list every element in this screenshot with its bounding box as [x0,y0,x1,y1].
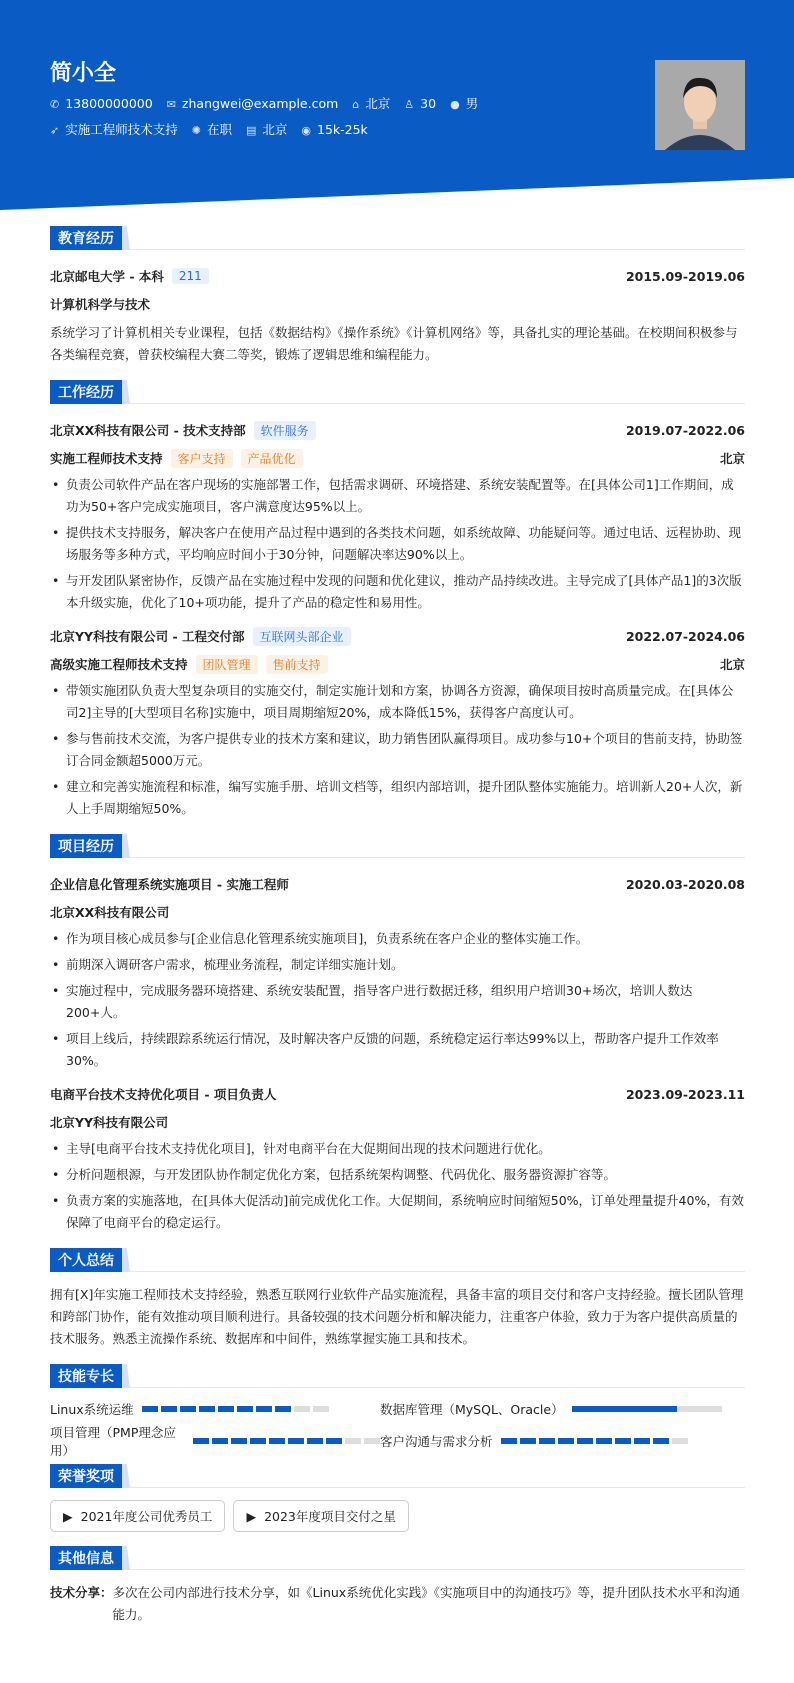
skill-segment [615,1438,631,1444]
role-left [50,655,328,674]
skill-item [50,1425,380,1458]
project-company-row [50,898,745,926]
work-city: 北京 [719,657,745,672]
triangle-icon: ▶ [63,1508,73,1524]
city: 北京 [365,96,391,111]
section-title: 技能专长 [50,1364,122,1388]
skill-name: 客户沟通与需求分析 [380,1434,493,1449]
skill-segment [256,1406,272,1412]
section-title: 项目经历 [50,834,122,858]
role: 高级实施工程师技术支持 [50,657,188,672]
skill-tag: 团队管理 [196,655,258,674]
role: 实施工程师技术支持 [50,451,163,466]
resume-body [50,226,745,1626]
bullet: • 主导[电商平台技术支持优化项目]，针对电商平台在大促期间出现的技术问题进行优化。 [50,1138,745,1160]
work-city: 北京 [719,451,745,466]
work-date: 2019.07-2022.06 [625,422,745,438]
skill-segment [672,1438,688,1444]
role-row [50,650,745,678]
other-text: 多次在公司内部进行技术分享，如《Linux系统优化实践》《实施项目中的沟通技巧》等，提升团队技术水平和沟通能力。 [112,1585,740,1622]
bullet: • 参与售前技术交流，为客户提供专业的技术方案和建议，助力销售团队赢得项目。成功参与10+个项目的售前支持，协助签订合同金额超5000万元。 [50,728,745,772]
work-date: 2022.07-2024.06 [625,628,745,644]
bullet: • 分析问题根源，与开发团队协作制定优化方案，包括系统架构调整、代码优化、服务器资源扩容等。 [50,1164,745,1186]
project-date: 2023.09-2023.11 [625,1086,745,1102]
section-title: 教育经历 [50,226,122,250]
contact-row [50,94,478,112]
skill-tag: 产品优化 [241,449,303,468]
edu-date: 2015.09-2019.06 [625,268,745,284]
skill-segment [345,1438,361,1444]
skill-segment [294,1406,310,1412]
phone: 13800000000 [65,95,153,111]
project-name: 企业信息化管理系统实施项目 - 实施工程师 [50,877,289,892]
section-title: 荣誉奖项 [50,1464,122,1488]
project-bullets [50,928,745,1072]
bullet: • 提供技术支持服务，解决客户在使用产品过程中遇到的各类技术问题，如系统故障、功能疑问等。通过电话、远程协助、现场服务等多种方式，平均响应时间小于30分钟，问题解决率达90%以上。 [50,522,745,566]
skill-bar-fill [572,1406,677,1412]
award-item [233,1500,408,1532]
industry-tag: 互联网头部企业 [253,627,351,646]
triangle-icon: ▶ [246,1508,257,1524]
section-title: 个人总结 [50,1248,122,1272]
major: 计算机科学与技术 [50,297,151,312]
project-company: 北京XX科技有限公司 [50,905,170,920]
award-item [50,1500,225,1532]
project-header-row [50,1080,745,1108]
skill-segment [199,1406,215,1412]
bullet: • 前期深入调研客户需求，梳理业务流程，制定详细实施计划。 [50,954,745,976]
work-header-row [50,416,745,444]
skill-segment [539,1438,555,1444]
skill-segment [520,1438,536,1444]
skill-segment [193,1438,209,1444]
project-name: 电商平台技术支持优化项目 - 项目负责人 [50,1087,277,1102]
skill-segment [501,1438,517,1444]
skill-segment [180,1406,196,1412]
skill-segment [212,1438,228,1444]
skill-segment [161,1406,177,1412]
bullet: • 项目上线后，持续跟踪系统运行情况，及时解决客户反馈的问题，系统稳定运行率达99%以上，帮助客户提升工作效率30%。 [50,1028,745,1072]
skill-segment [313,1406,329,1412]
project-company-row [50,1108,745,1136]
industry-tag: 软件服务 [254,421,316,440]
skill-bar [142,1406,329,1412]
work-left [50,421,316,440]
project-bullets [50,1138,745,1234]
skill-segment [596,1438,612,1444]
age-icon: ♙ [404,97,415,111]
send-icon: ➶ [50,124,60,137]
bullet: • 建立和完善实施流程和标准，编写实施手册、培训文档等，组织内部培训，提升团队整体实施能力。培训新人20+人次，新人上手周期缩短50%。 [50,776,745,820]
role-left [50,449,303,468]
skill-segment [231,1438,247,1444]
home-icon: ⌂ [352,98,360,111]
email: zhangwei@example.com [181,95,339,111]
skill-segment [275,1406,291,1412]
skill-name: 数据库管理（MySQL、Oracle） [380,1402,564,1417]
skill-segment [364,1438,380,1444]
skill-bar [572,1406,722,1412]
mail-icon: ✉ [166,97,176,111]
skill-tag: 客户支持 [171,449,233,468]
company: 北京YY科技有限公司 - 工程交付部 [50,629,245,644]
salary-icon: ◉ [301,123,311,137]
school: 北京邮电大学 - 本科 [50,269,164,284]
job-intent-row [50,120,368,138]
bullet: • 负责方案的实施落地，在[具体大促活动]前完成优化工作。大促期间，系统响应时间缩短50%，订单处理量提升40%，有效保障了电商平台的稳定运行。 [50,1190,745,1234]
status-icon: ✺ [191,124,201,137]
bullet: • 与开发团队紧密协作，反馈产品在实施过程中发现的问题和优化建议，推动产品持续改进。主导完成了[具体产品1]的3次版本升级实施，优化了10+项功能，提升了产品的稳定性和易用性。 [50,570,745,614]
gender-icon: ● [450,98,460,111]
skill-item [50,1400,380,1418]
edu-desc: 系统学习了计算机相关专业课程，包括《数据结构》《操作系统》《计算机网络》等，具备扎实的理论基础。在校期间积极参与各类编程竞赛，曾获校编程大赛二等奖，锻炼了逻辑思维和编程能力。 [50,325,738,362]
bullet: • 作为项目核心成员参与[企业信息化管理系统实施项目]，负责系统在客户企业的整体实施工作。 [50,928,745,950]
project-date: 2020.03-2020.08 [625,876,745,892]
skill-item [380,1432,745,1450]
section-title: 其他信息 [50,1546,122,1570]
gender: 男 [465,96,479,111]
skill-segment [250,1438,266,1444]
bullet: • 实施过程中，完成服务器环境搭建、系统安装配置，指导客户进行数据迁移，组织用户培训30+场次，培训人数达200+人。 [50,980,745,1024]
skill-segment [326,1438,342,1444]
section-work [50,380,745,404]
company: 北京XX科技有限公司 - 技术支持部 [50,423,246,438]
skill-name: 项目管理（PMP理念应用） [50,1425,176,1458]
status: 在职 [206,122,232,137]
skill-segment [634,1438,650,1444]
phone-icon: ✆ [50,97,60,111]
section-title: 工作经历 [50,380,122,404]
section-other [50,1546,745,1570]
skill-segment [142,1406,158,1412]
section-education [50,226,745,250]
skill-segment [237,1406,253,1412]
work-bullets [50,680,745,820]
work-left [50,627,351,646]
summary-text: 拥有[X]年实施工程师技术支持经验，熟悉互联网行业软件产品实施流程，具备丰富的项目交付和客户支持经验。擅长团队管理和跨部门协作，能有效推动项目顺利进行。具备较强的技术问题分析和解决能力，注重客户体验，致力于为客户提供高质量的技术服务。熟悉主流操作系统、数据库和中间件，熟练掌握实施工具和技术。 [50,1287,744,1346]
skill-segment [288,1438,304,1444]
bullet: • 负责公司软件产品在客户现场的实施部署工作，包括需求调研、环境搭建、系统安装配置等。在[具体公司1]工作期间，成功为50+客户完成实施项目，客户满意度达95%以上。 [50,474,745,518]
skill-bar [501,1438,688,1444]
skill-segment [269,1438,285,1444]
section-awards [50,1464,745,1488]
project-company: 北京YY科技有限公司 [50,1115,169,1130]
target-city: 北京 [262,122,288,137]
school-tag: 211 [172,268,209,284]
candidate-name: 简小全 [50,61,117,86]
skill-name: Linux系统运维 [50,1402,134,1417]
salary: 15k-25k [317,121,368,137]
skill-segment [218,1406,234,1412]
section-summary [50,1248,745,1272]
work-bullets [50,474,745,614]
work-header-row [50,622,745,650]
section-skills [50,1364,745,1388]
building-icon: ▤ [245,124,257,137]
skill-segment [577,1438,593,1444]
skill-item [380,1400,745,1418]
position: 实施工程师技术支持 [65,122,178,137]
other-label: 技术分享： [50,1585,113,1600]
skill-segment [307,1438,323,1444]
project-header-row [50,870,745,898]
bullet: • 带领实施团队负责大型复杂项目的实施交付，制定实施计划和方案，协调各方资源，确保项目按时高质量完成。在[具体公司2]主导的[大型项目名称]实施中，项目周期缩短20%，成本降低15%，获得客户高度认可。 [50,680,745,724]
avatar-photo [655,60,745,150]
award-label: 2021年度公司优秀员工 [80,1509,213,1524]
award-label: 2023年度项目交付之星 [264,1509,396,1524]
section-projects [50,834,745,858]
skill-segment [653,1438,669,1444]
skill-segment [558,1438,574,1444]
role-row [50,444,745,472]
skill-bar [193,1438,380,1444]
age: 30 [420,95,437,111]
skill-tag: 售前支持 [266,655,328,674]
